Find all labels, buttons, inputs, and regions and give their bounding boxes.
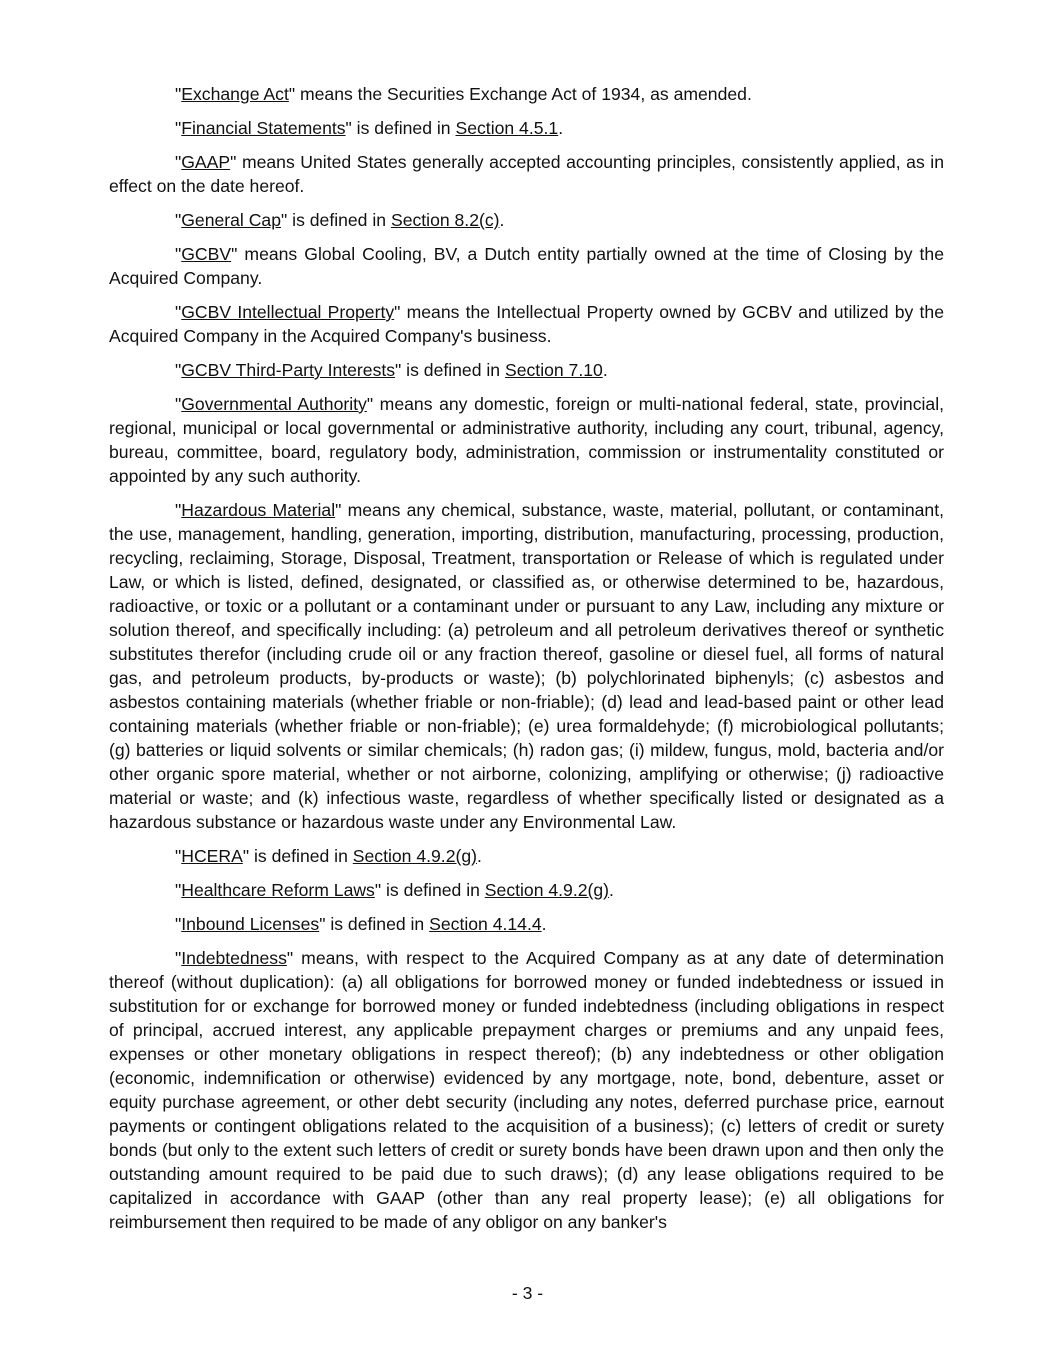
definition-inbound-licenses: "Inbound Licenses" is defined in Section 4.14.4. <box>175 914 547 934</box>
definition-text: means any chemical, substance, waste, material, pollutant, or contaminant, the use, management, handling, generation, importing, distribution, manufacturing, processing, production, recycling, reclaiming, Storage, Disposal, Treatment, transportation or Release of which is regulated under Law, or which is listed, defined, designated, or classified as, or otherwise determined to be, hazardous, radioactive, or toxic or a pollutant or a contaminant under or pursuant to any Law, including any mixture or solution thereof, and specifically including: (a) petroleum and all petroleum derivatives thereof or synthetic substitutes therefor (including crude oil or any fraction thereof, gasoline or diesel fuel, all forms of natural gas, and petroleum products, by-products or waste); (b) polychlorinated biphenyls; (c) asbestos and asbestos containing materials (whether friable or non-friable); (d) lead and lead-based paint or other lead containing materials (whether friable or non-friable); (e) urea formaldehyde; (f) microbiological pollutants; (g) batteries or liquid solvents or similar chemicals; (h) radon gas; (i) mildew, fungus, mold, bacteria and/or other organic spore material, whether or not airborne, colonizing, amplifying or otherwise; (j) radioactive material or waste; and (k) infectious waste, regardless of whether specifically listed or designated as a hazardous substance or hazardous waste under any Environmental Law. <box>109 500 944 832</box>
defined-term: GAAP <box>181 152 231 172</box>
defined-term: GCBV <box>181 244 232 264</box>
defined-term: HCERA <box>181 846 243 866</box>
defined-term: Hazardous Material <box>181 500 336 520</box>
section-reference: Section 4.5.1 <box>455 118 559 138</box>
defined-term: GCBV Intellectual Property <box>181 302 395 322</box>
defined-term: Inbound Licenses <box>181 914 320 934</box>
definition-text: means any domestic, foreign or multi-national federal, state, provincial, regional, municipal or local governmental or administrative authority, including any court, tribunal, agency, bureau, committee, board, regulatory body, administration, commission or instrumentality constituted or appointed by any such authority. <box>109 394 944 486</box>
definition-governmental-authority: "Governmental Authority" means any domestic, foreign or multi-national federal, state, provincial, regional, municipal or local governmental or administrative authority, including any court, tribunal, agency, bureau, committee, board, regulatory body, administration, commission or instrumentality constituted or appointed by any such authority. <box>109 394 944 486</box>
definition-gaap: "GAAP" means United States generally accepted accounting principles, consistently applied, as in effect on the date hereof. <box>109 152 944 196</box>
section-reference: Section 4.14.4 <box>429 914 542 934</box>
definition-text: is defined in <box>249 846 353 866</box>
section-reference: Section 7.10 <box>504 360 603 380</box>
definition-gcbv: "GCBV" means Global Cooling, BV, a Dutch entity partially owned at the time of Closing by the Acquired Company. <box>109 244 944 288</box>
defined-term: Exchange Act <box>181 84 289 104</box>
definition-exchange-act: "Exchange Act" means the Securities Exchange Act of 1934, as amended. <box>175 84 752 104</box>
defined-term: GCBV Third-Party Interests <box>181 360 396 380</box>
definition-text: is defined in <box>325 914 430 934</box>
definition-text: is defined in <box>351 118 456 138</box>
section-reference: Section 4.9.2(g) <box>484 880 610 900</box>
definition-hazardous-material: "Hazardous Material" means any chemical, substance, waste, material, pollutant, or contaminant, the use, management, handling, generation, importing, distribution, manufacturing, processing, production, recycling, reclaiming, Storage, Disposal, Treatment, transportation or Release of which is regulated under Law, or which is listed, defined, designated, or classified as, or otherwise determined to be, hazardous, radioactive, or toxic or a pollutant or a contaminant under or pursuant to any Law, including any mixture or solution thereof, and specifically including: (a) petroleum and all petroleum derivatives thereof or synthetic substitutes therefor (including crude oil or any fraction thereof, gasoline or diesel fuel, all forms of natural gas, and petroleum products, by-products or waste); (b) polychlorinated biphenyls; (c) asbestos and asbestos containing materials (whether friable or non-friable); (d) lead and lead-based paint or other lead containing materials (whether friable or non-friable); (e) urea formaldehyde; (f) microbiological pollutants; (g) batteries or liquid solvents or similar chemicals; (h) radon gas; (i) mildew, fungus, mold, bacteria and/or other organic spore material, whether or not airborne, colonizing, amplifying or otherwise; (j) radioactive material or waste; and (k) infectious waste, regardless of whether specifically listed or designated as a hazardous substance or hazardous waste under any Environmental Law. <box>109 500 944 832</box>
definition-text: means the Intellectual Property owned by GCBV and utilized by the Acquired Company in the Acquired Company's business. <box>109 302 944 346</box>
definition-text: is defined in <box>401 360 505 380</box>
document-body <box>109 82 944 1244</box>
definition-financial-statements: "Financial Statements" is defined in Section 4.5.1. <box>175 118 564 138</box>
definition-gcbv-intellectual-property: "GCBV Intellectual Property" means the Intellectual Property owned by GCBV and utilized by the Acquired Company in the Acquired Company's business. <box>109 302 944 346</box>
definition-text: is defined in <box>287 210 391 230</box>
page-number: - 3 - <box>511 1283 544 1303</box>
definition-text: means Global Cooling, BV, a Dutch entity partially owned at the time of Closing by the Acquired Company. <box>109 244 944 288</box>
definition-hcera: "HCERA" is defined in Section 4.9.2(g). <box>175 846 482 866</box>
definition-text: is defined in <box>381 880 485 900</box>
defined-term: Healthcare Reform Laws <box>181 880 375 900</box>
section-reference: Section 4.9.2(g) <box>352 846 477 866</box>
definition-indebtedness: "Indebtedness" means, with respect to the Acquired Company as at any date of determination thereof (without duplication): (a) all obligations for borrowed money or funded indebtedness or issued in substitution for or exchange for borrowed money or funded indebtedness (including obligations in respect of principal, accrued interest, any applicable prepayment charges or premiums and any unpaid fees, expenses or other monetary obligations in respect thereof); (b) any indebtedness or other obligation (economic, indemnification or otherwise) evidenced by any mortgage, note, bond, debenture, asset or equity purchase agreement, or other debt security (including any notes, deferred purchase price, earnout payments or contingent obligations related to the acquisition of a business); (c) letters of credit or surety bonds (but only to the extent such letters of credit or surety bonds have been drawn upon and then only the outstanding amount required to be paid due to such draws); (d) any lease obligations required to be capitalized in accordance with GAAP (other than any real property lease); (e) all obligations for reimbursement then required to be made of any obligor on any banker's <box>109 948 944 1232</box>
defined-term: Indebtedness <box>181 948 287 968</box>
definition-text: means the Securities Exchange Act of 1934, as amended. <box>295 84 752 104</box>
defined-term: General Cap <box>181 210 282 230</box>
definition-general-cap: "General Cap" is defined in Section 8.2(c). <box>175 210 505 230</box>
definition-text: means, with respect to the Acquired Company as at any date of determination thereof (without duplication): (a) all obligations for borrowed money or funded indebtedness or issued in substitution for or exchange for borrowed money or funded indebtedness (including obligations in respect of principal, accrued interest, any applicable prepayment charges or premiums and any unpaid fees, expenses or other monetary obligations in respect thereof); (b) any indebtedness or other obligation (economic, indemnification or otherwise) evidenced by any mortgage, note, bond, debenture, asset or equity purchase agreement, or other debt security (including any notes, deferred purchase price, earnout payments or contingent obligations related to the acquisition of a business); (c) letters of credit or surety bonds (but only to the extent such letters of credit or surety bonds have been drawn upon and then only the outstanding amount required to be paid due to such draws); (d) any lease obligations required to be capitalized in accordance with GAAP (other than any real property lease); (e) all obligations for reimbursement then required to be made of any obligor on any banker's <box>109 948 944 1232</box>
definition-text: means United States generally accepted accounting principles, consistently applied, as in effect on the date hereof. <box>109 152 944 196</box>
defined-term: Governmental Authority <box>181 394 367 414</box>
defined-term: Financial Statements <box>181 118 346 138</box>
definition-healthcare-reform-laws: "Healthcare Reform Laws" is defined in Section 4.9.2(g). <box>175 880 614 900</box>
section-reference: Section 8.2(c) <box>390 210 500 230</box>
definition-gcbv-third-party-interests: "GCBV Third-Party Interests" is defined in Section 7.10. <box>175 360 608 380</box>
